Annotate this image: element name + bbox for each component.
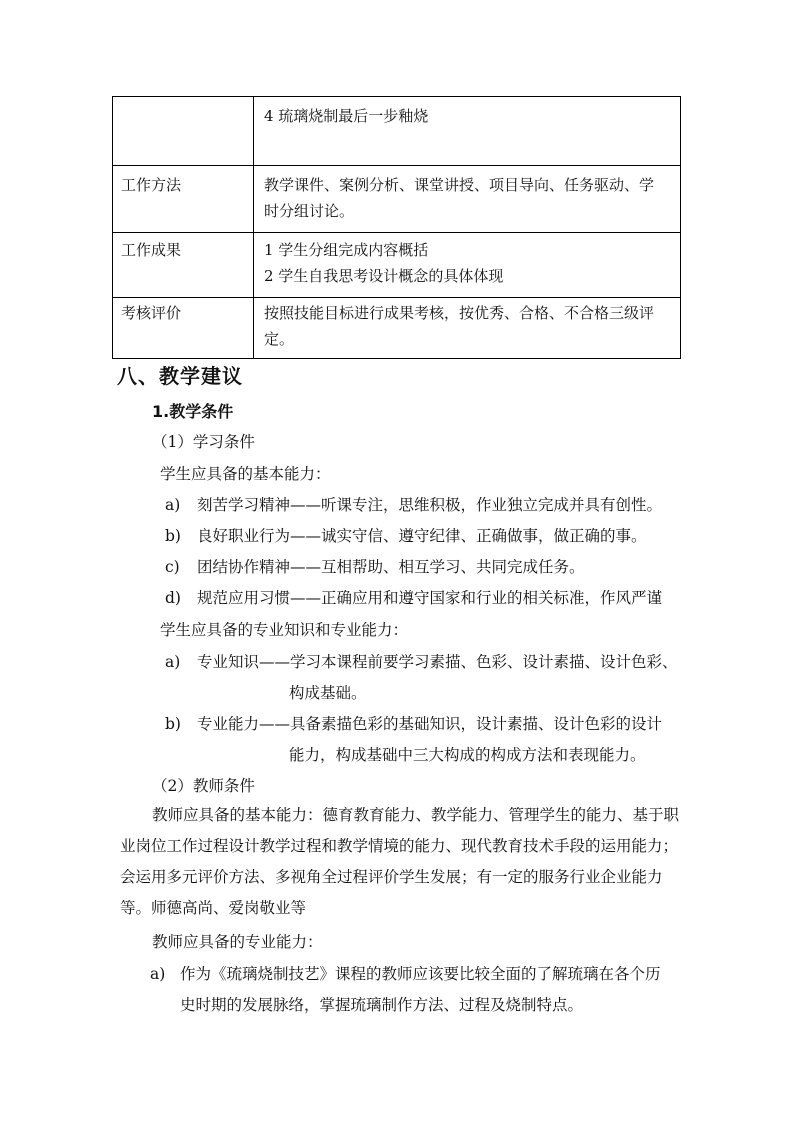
list-item: 团结协作精神——互相帮助、相互学习、共同完成任务。 bbox=[197, 558, 585, 576]
item-heading-learning: （1）学习条件 bbox=[152, 433, 255, 451]
list-marker: a) bbox=[150, 965, 166, 983]
list-item: 作为《琉璃烧制技艺》课程的教师应该要比较全面的了解琉璃在各个历 bbox=[180, 965, 661, 983]
teacher-ability-paragraph bbox=[120, 800, 680, 924]
row-content bbox=[254, 233, 681, 298]
table-row bbox=[113, 97, 681, 166]
teacher-pro-intro: 教师应具备的专业能力： bbox=[152, 933, 323, 951]
cell-line: 教学课件、案例分析、课堂讲授、项目导向、任务驱动、学 bbox=[264, 176, 655, 194]
cell-line: 按照技能目标进行成果考核，按优秀、合格、不合格三级评 bbox=[264, 304, 655, 322]
cell-line: 时分组讨论。 bbox=[264, 202, 355, 220]
cell-line: 1 学生分组完成内容概括 bbox=[264, 241, 429, 259]
list-item-continuation: 史时期的发展脉络，掌握琉璃制作方法、过程及烧制特点。 bbox=[180, 996, 584, 1014]
pro-ability-intro: 学生应具备的专业知识和专业能力： bbox=[160, 621, 409, 639]
list-marker: a) bbox=[165, 496, 181, 514]
cell-line: 4 琉璃烧制最后一步釉烧 bbox=[264, 107, 429, 125]
basic-ability-intro: 学生应具备的基本能力： bbox=[160, 465, 331, 483]
row-content bbox=[254, 298, 681, 359]
subsection-heading: 1.教学条件 bbox=[152, 402, 234, 421]
list-item-continuation: 构成基础。 bbox=[289, 684, 367, 702]
table-row bbox=[113, 233, 681, 298]
row-content bbox=[254, 97, 681, 166]
row-content bbox=[254, 166, 681, 233]
row-label: 工作方法 bbox=[113, 166, 254, 233]
list-marker: d) bbox=[165, 589, 181, 607]
row-label bbox=[113, 97, 254, 166]
paragraph-text: 教师应具备的基本能力：德育教育能力、教学能力、管理学生的能力、基于职业岗位工作过程设计教学过程和教学情境的能力、现代教育技术手段的运用能力；会运用多元评价方法、多视角全过程评价学生发展；有一定的服务行业企业能力等。师德高尚、爱岗敬业等 bbox=[120, 806, 680, 917]
row-label: 工作成果 bbox=[113, 233, 254, 298]
list-marker: c) bbox=[165, 558, 180, 576]
list-marker: b) bbox=[165, 527, 181, 545]
list-item: 良好职业行为——诚实守信、遵守纪律、正确做事，做正确的事。 bbox=[197, 527, 647, 545]
list-item: 规范应用习惯——正确应用和遵守国家和行业的相关标准，作风严谨 bbox=[197, 589, 663, 607]
row-label: 考核评价 bbox=[113, 298, 254, 359]
list-item: 刻苦学习精神——听课专注，思维积极，作业独立完成并具有创性。 bbox=[197, 496, 663, 514]
course-table bbox=[112, 96, 681, 359]
list-item: 专业能力——具备素描色彩的基础知识，设计素描、设计色彩的设计 bbox=[197, 715, 663, 733]
table-row bbox=[113, 166, 681, 233]
list-marker: a) bbox=[165, 653, 181, 671]
table-row bbox=[113, 298, 681, 359]
list-item-continuation: 能力，构成基础中三大构成的构成方法和表现能力。 bbox=[289, 746, 646, 764]
cell-line: 2 学生自我思考设计概念的具体体现 bbox=[264, 267, 504, 285]
section-heading: 八、教学建议 bbox=[117, 364, 243, 388]
list-item: 专业知识——学习本课程前要学习素描、色彩、设计素描、设计色彩、 bbox=[197, 653, 678, 671]
item-heading-teacher: （2）教师条件 bbox=[152, 777, 255, 795]
cell-line: 定。 bbox=[264, 330, 295, 348]
list-marker: b) bbox=[165, 715, 181, 733]
